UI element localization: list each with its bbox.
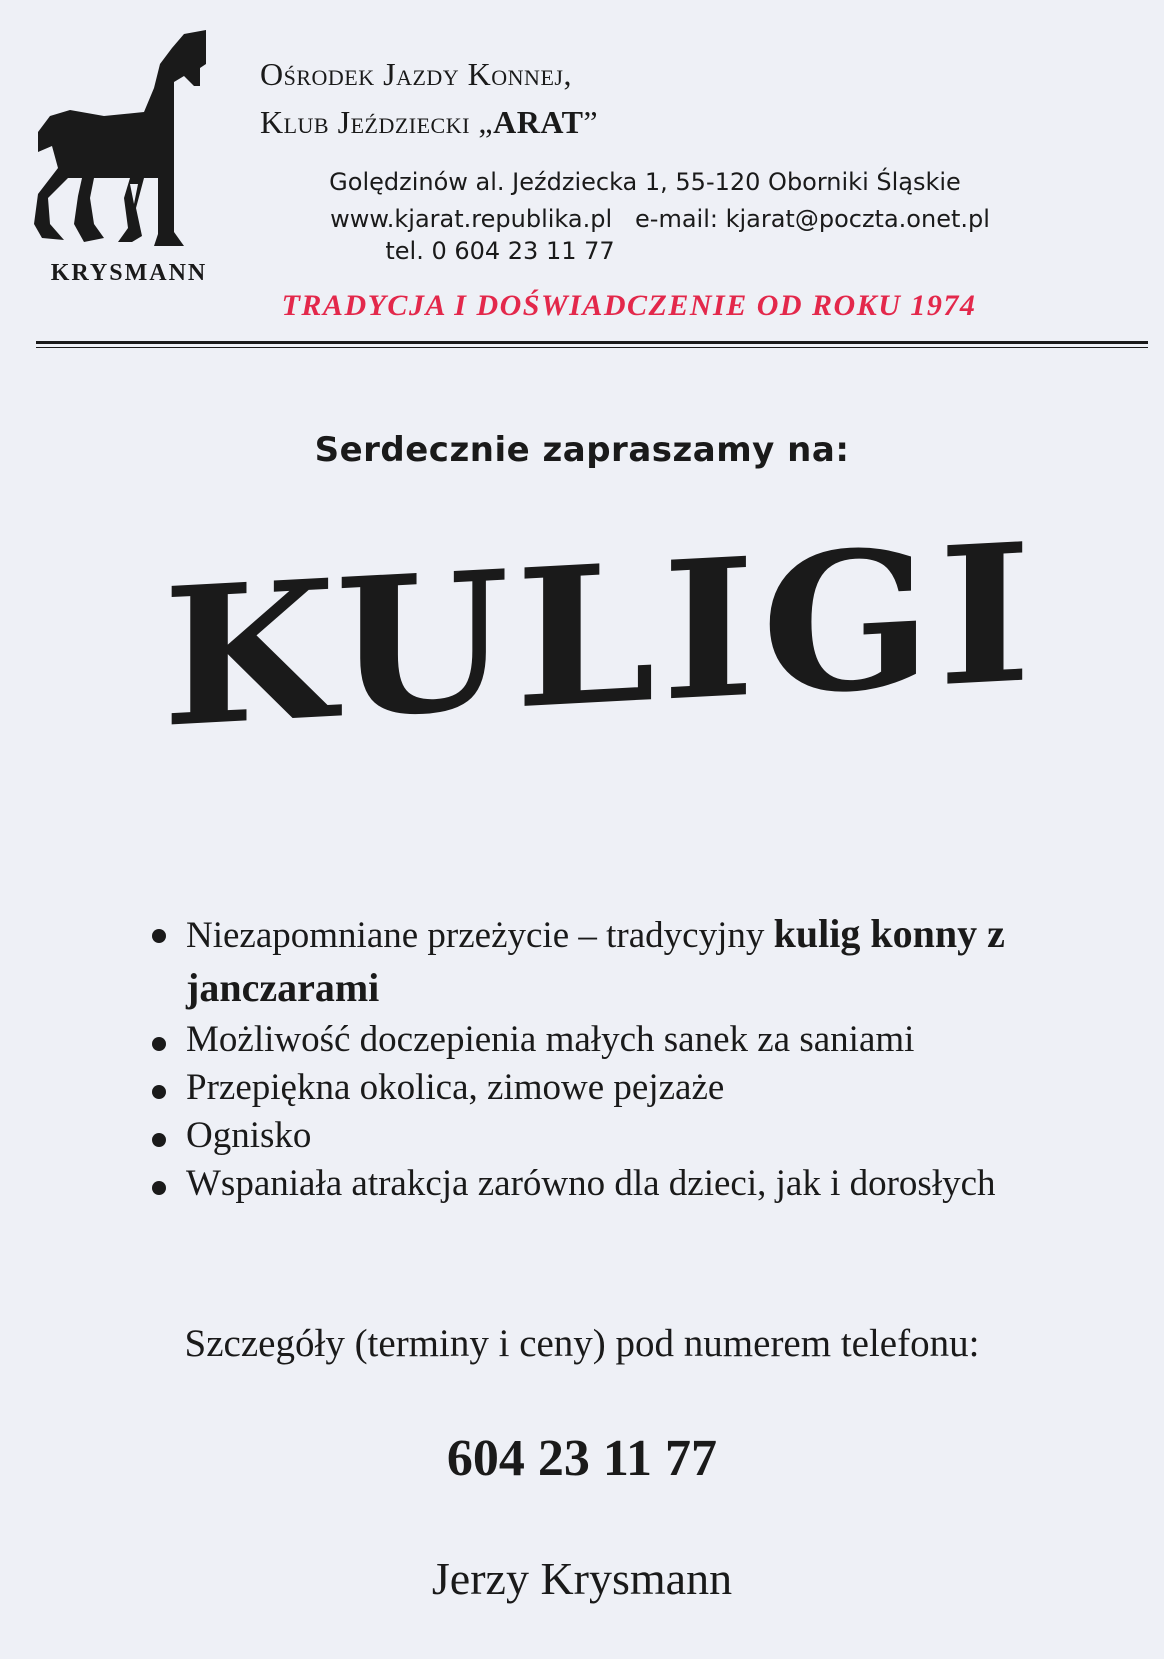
org-name-prefix: Klub Jeździecki „ — [260, 104, 494, 140]
list-item — [148, 1112, 1048, 1160]
bullet-icon — [152, 1085, 166, 1099]
feature-list — [148, 908, 1048, 1208]
list-item — [148, 908, 1048, 1016]
bullet-icon — [152, 929, 166, 943]
signature: Jerzy Krysmann — [431, 1553, 733, 1604]
header-tel: tel. 0 604 23 11 77 — [385, 237, 615, 265]
invite-text: Serdecznie zapraszamy na: — [314, 430, 850, 470]
web-and-email: www.kjarat.republika.pl e-mail: kjarat@poczta.onet.pl — [330, 205, 990, 233]
bullet-icon — [152, 1181, 166, 1195]
header-divider — [36, 341, 1148, 344]
tagline: TRADYCJA I DOŚWIADCZENIE OD ROKU 1974 — [281, 289, 977, 322]
club-name: ARAT — [493, 104, 584, 140]
org-name-line1: Ośrodek Jazdy Konnej, — [260, 56, 572, 92]
list-item — [148, 1160, 1048, 1208]
details-text: Szczegóły (terminy i ceny) pod numerem telefonu: — [184, 1322, 980, 1365]
list-item — [148, 1064, 1048, 1112]
headline: KULIGI — [162, 500, 1038, 770]
list-item-text: Niezapomniane przeżycie – tradycyjny — [186, 915, 774, 956]
logo-caption: KRYSMANN — [50, 260, 208, 286]
address: Golędzinów al. Jeździecka 1, 55-120 Oborniki Śląskie — [329, 168, 961, 196]
bullet-icon — [152, 1037, 166, 1051]
org-name-line2 — [260, 104, 598, 141]
org-name-suffix: ” — [583, 104, 599, 140]
logo — [34, 28, 224, 298]
headline-wrap — [140, 500, 1060, 780]
horse-icon — [34, 28, 224, 260]
list-item — [148, 1016, 1048, 1064]
bullet-icon — [152, 1133, 166, 1147]
list-item-text: Przepiękna okolica, zimowe pejzaże — [186, 1067, 725, 1108]
phone-number: 604 23 11 77 — [446, 1430, 718, 1487]
list-item-text: Wspaniała atrakcja zarówno dla dzieci, jak i dorosłych — [186, 1163, 996, 1204]
list-item-text: Możliwość doczepienia małych sanek za saniami — [186, 1019, 915, 1060]
list-item-text: Ognisko — [186, 1115, 312, 1156]
list-item-bold: kulig konny z janczarami — [186, 911, 1005, 1010]
header-divider-thin — [36, 347, 1148, 348]
